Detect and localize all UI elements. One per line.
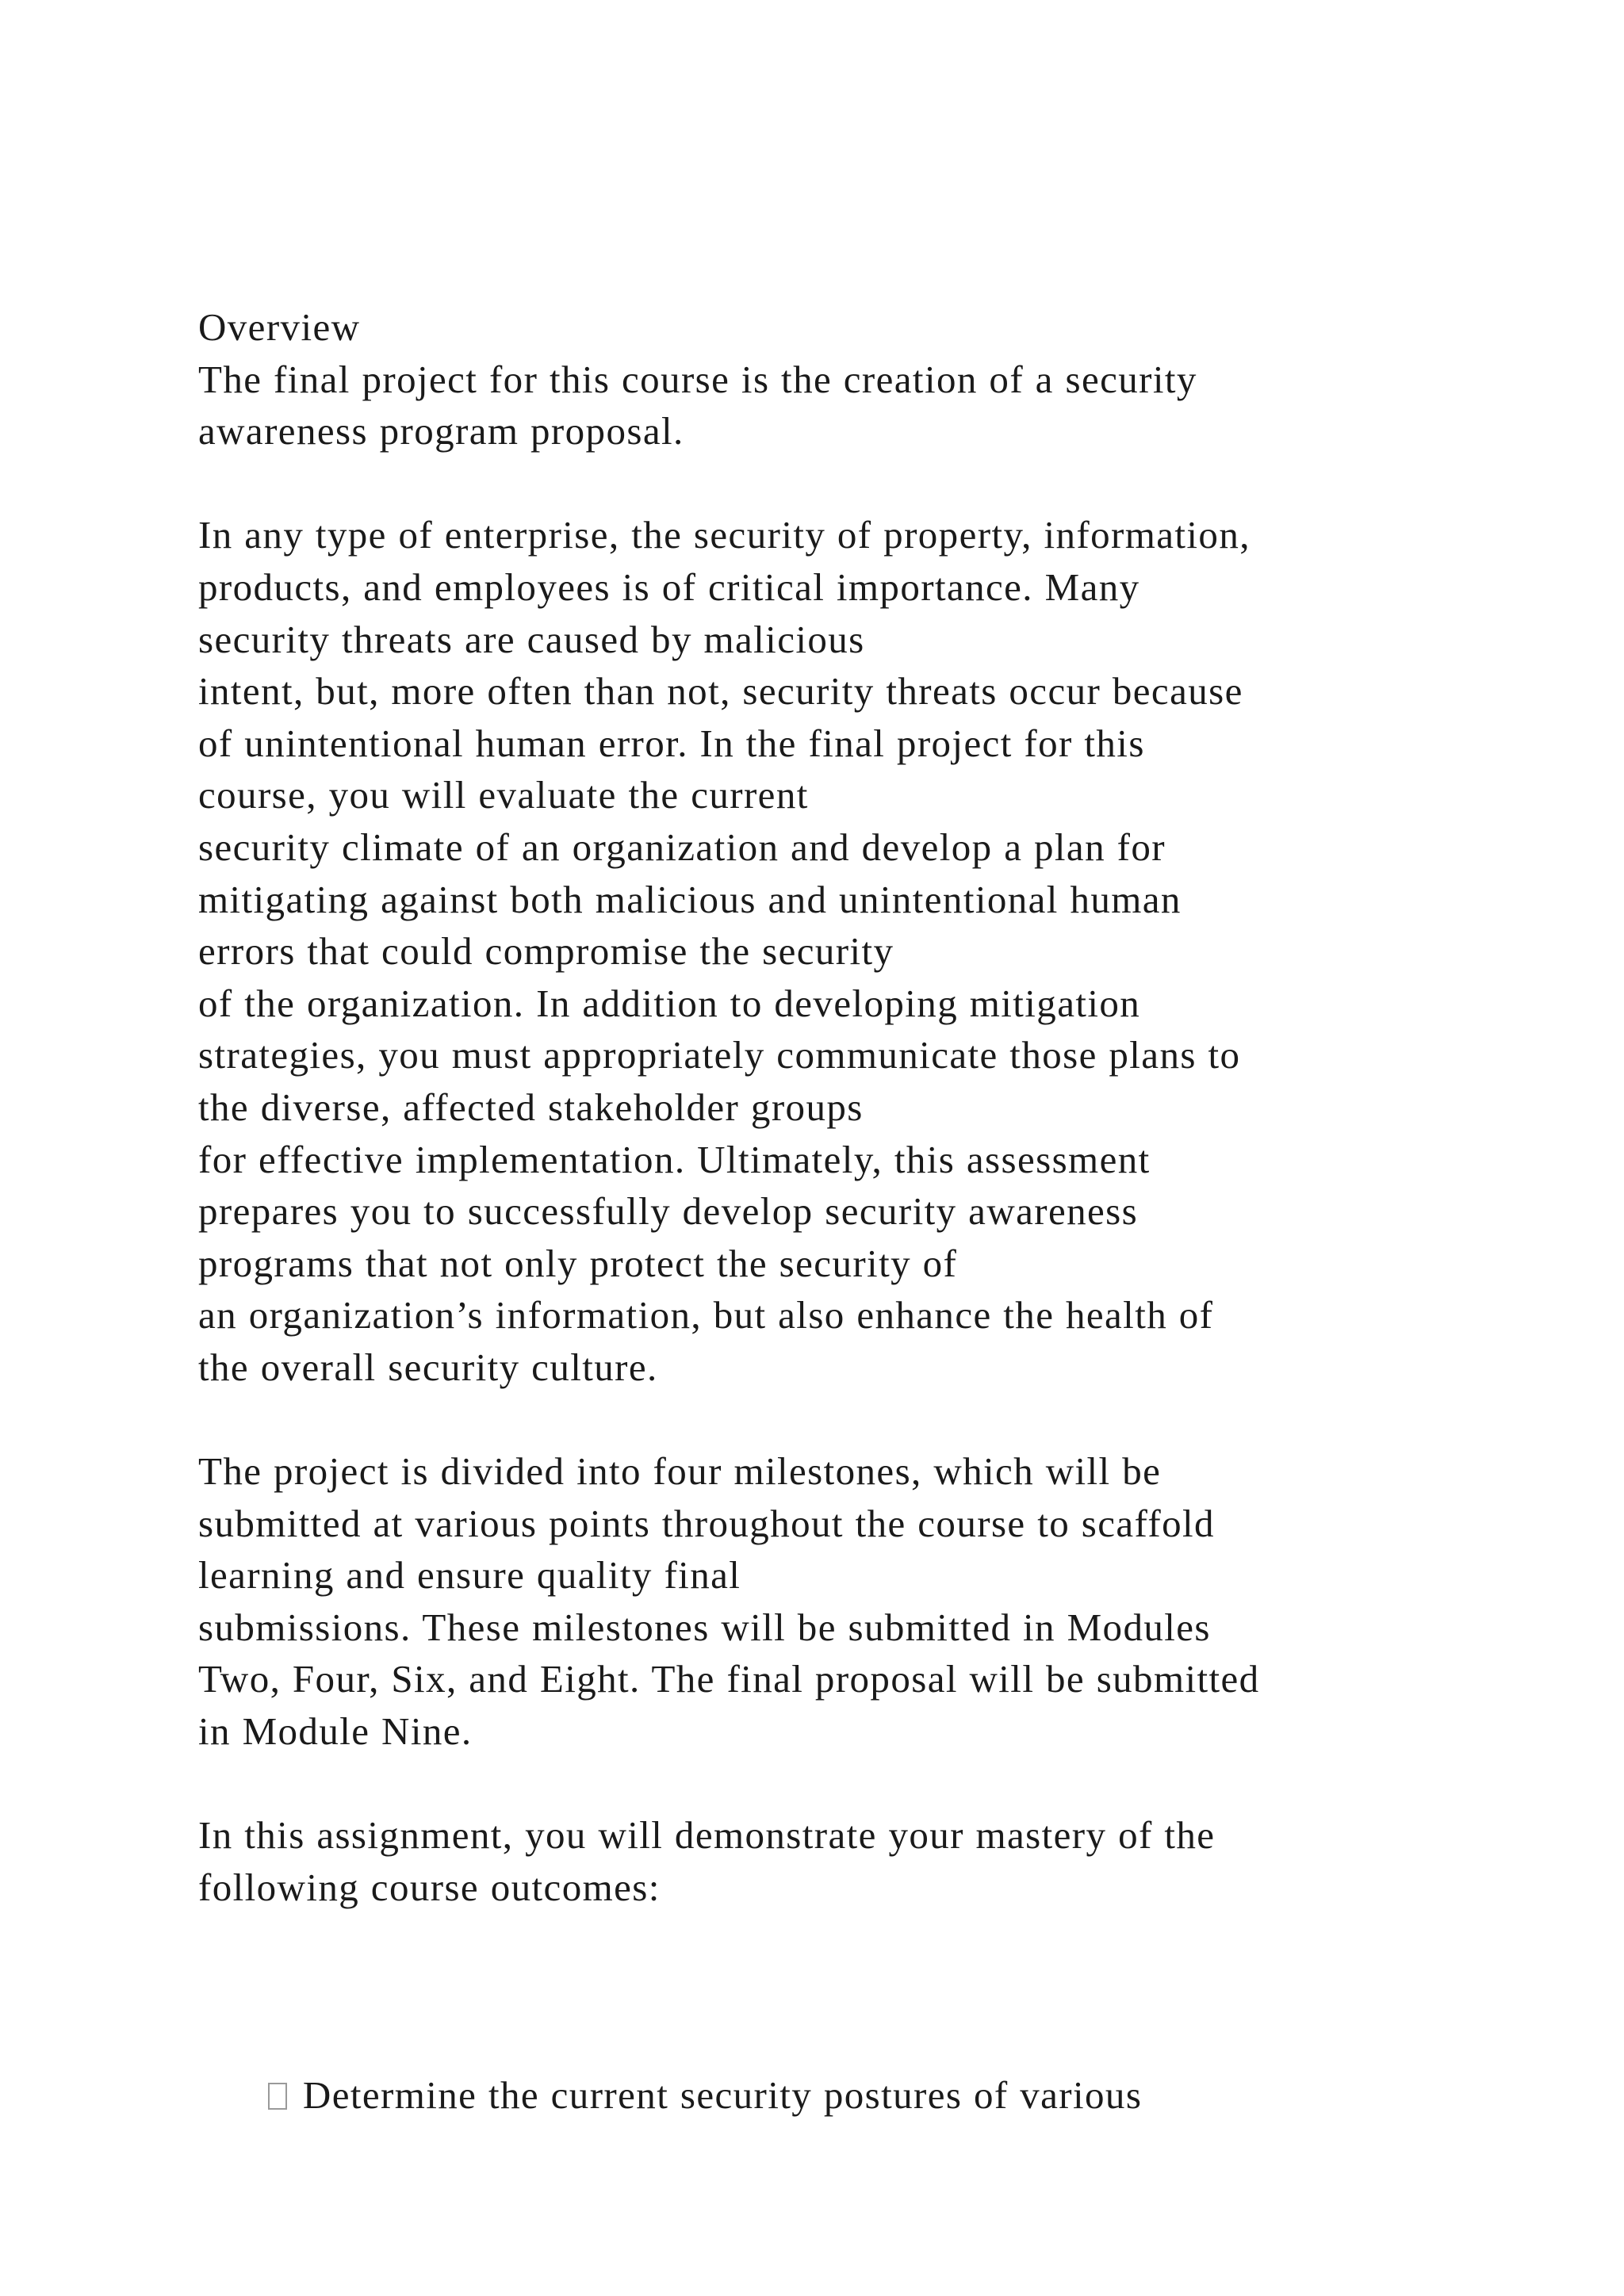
document-body: [198, 301, 1562, 2117]
text-line: learning and ensure quality final: [198, 1553, 741, 1598]
text-line: submissions. These milestones will be submitted in Modules: [198, 1605, 1211, 1649]
text-line: products, and employees is of critical importance. Many: [198, 564, 1140, 609]
text-line: course, you will evaluate the current: [198, 773, 809, 817]
paragraph-enterprise-security: [198, 509, 1562, 1393]
paragraph-gap: [198, 1913, 1562, 2017]
text-line: in Module Nine.: [198, 1709, 473, 1754]
text-line: prepares you to successfully develop security awareness: [198, 1189, 1139, 1234]
text-line: of unintentional human error. In the final project for this: [198, 721, 1145, 765]
text-line: Two, Four, Six, and Eight. The final proposal will be submitted: [198, 1657, 1260, 1701]
text-line: strategies, you must appropriately communicate those plans to: [198, 1033, 1241, 1077]
text-line: of the organization. In addition to developing mitigation: [198, 981, 1141, 1025]
text-line: programs that not only protect the security of: [198, 1241, 958, 1285]
missing-glyph-bullet-icon: [268, 2083, 287, 2110]
outcome-text: Determine the current security postures of various: [302, 2073, 1143, 2117]
paragraph-gap: [198, 457, 1562, 510]
text-line: In any type of enterprise, the security of property, information,: [198, 513, 1251, 557]
outcome-list-item: [198, 2017, 1562, 2117]
text-line: errors that could compromise the security: [198, 929, 894, 974]
paragraph-outcomes-intro: [198, 1809, 1562, 1913]
text-line: an organization’s information, but also enhance the health of: [198, 1293, 1214, 1337]
paragraph-milestones: [198, 1445, 1562, 1758]
text-line: security climate of an organization and develop a plan for: [198, 825, 1166, 869]
text-line: submitted at various points throughout the course to scaffold: [198, 1501, 1215, 1545]
text-line: mitigating against both malicious and unintentional human: [198, 877, 1182, 921]
text-line: In this assignment, you will demonstrate your mastery of the: [198, 1813, 1216, 1858]
text-line: following course outcomes:: [198, 1865, 661, 1909]
text-line: for effective implementation. Ultimately, this assessment: [198, 1137, 1151, 1181]
text-line: The final project for this course is the creation of a security: [198, 357, 1197, 401]
heading-overview: Overview: [198, 305, 361, 349]
text-line: the diverse, affected stakeholder groups: [198, 1085, 864, 1129]
text-line: awareness program proposal.: [198, 409, 684, 453]
text-line: the overall security culture.: [198, 1345, 658, 1389]
paragraph-gap: [198, 1393, 1562, 1445]
text-line: intent, but, more often than not, security threats occur because: [198, 669, 1243, 714]
text-line: security threats are caused by malicious: [198, 617, 865, 661]
text-line: The project is divided into four milestones, which will be: [198, 1449, 1162, 1494]
paragraph-intro: [198, 354, 1562, 457]
paragraph-gap: [198, 1758, 1562, 1810]
